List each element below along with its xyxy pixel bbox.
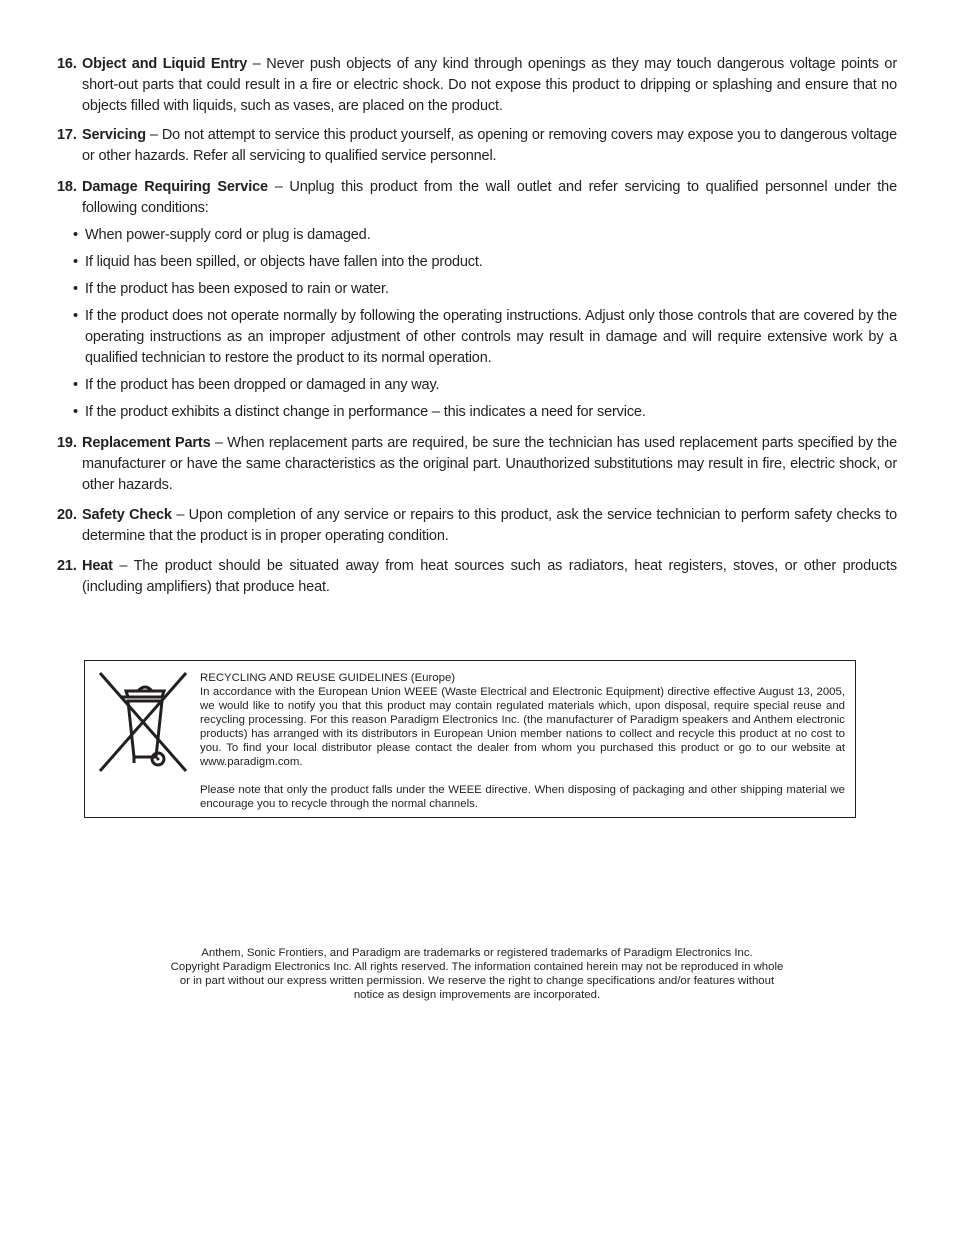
section-21 — [57, 556, 897, 598]
recycling-paragraph: Please note that only the product falls under the WEEE directive. When disposing of packaging and other shipping material we encourage you to recycle through the normal channels. — [200, 784, 845, 810]
bullet: • — [73, 404, 78, 420]
condition-item — [73, 306, 897, 368]
section-text: – Upon completion of any service or repairs to this product, ask the service technician to perform safety checks to determine that the product is in proper operating condition. — [82, 507, 897, 544]
section-16 — [57, 54, 897, 116]
trademark-footer — [110, 946, 844, 1002]
footer-line: Anthem, Sonic Frontiers, and Paradigm are trademarks or registered trademarks of Paradigm Electronics Inc. — [201, 947, 753, 959]
recycling-text — [200, 671, 845, 811]
recycling-guidelines-box — [84, 660, 856, 818]
condition-text: If the product has been exposed to rain or water. — [85, 281, 389, 297]
recycling-paragraph: In accordance with the European Union WEEE (Waste Electrical and Electronic Equipment) directive effective August 13, 2005, we would like to notify you that this product may contain regulated materials which, upon disposal, require special reuse and recycling processing. For this reason Paradigm Electronics Inc. (the manufacturer of Paradigm speakers and Anthem electronic products) has arranged with its distributors in European Union member nations to collect and recycle this product at no cost to you. To find your local distributor please contact the dealer from whom you purchased this product or go to our website at www.paradigm.com. — [200, 686, 845, 768]
section-20 — [57, 505, 897, 547]
section-number: 20. — [57, 507, 77, 523]
bullet: • — [73, 227, 78, 243]
section-number: 18. — [57, 179, 77, 195]
section-heading: Replacement Parts — [82, 435, 211, 451]
bullet: • — [73, 254, 78, 270]
condition-item — [73, 402, 897, 423]
section-number: 17. — [57, 127, 77, 143]
section-heading: Servicing — [82, 127, 146, 143]
section-number: 21. — [57, 558, 77, 574]
footer-line: Copyright Paradigm Electronics Inc. All rights reserved. The information contained herein may not be reproduced in whole — [170, 961, 784, 973]
section-text: – Unplug this product from the wall outlet and refer servicing to qualified personnel under the following conditions: — [82, 179, 897, 216]
footer-line: or in part without our express written permission. We reserve the right to change specifications and/or features without — [179, 975, 775, 987]
section-heading: Object and Liquid Entry — [82, 56, 248, 72]
section-heading: Damage Requiring Service — [82, 179, 268, 195]
condition-item — [73, 375, 897, 396]
condition-text: If the product has been dropped or damaged in any way. — [85, 377, 440, 393]
section-18 — [57, 177, 897, 219]
bullet: • — [73, 308, 78, 324]
bullet: • — [73, 377, 78, 393]
recycling-title: RECYCLING AND REUSE GUIDELINES (Europe) — [200, 672, 456, 684]
condition-item — [73, 252, 897, 273]
condition-text: If the product exhibits a distinct change in performance – this indicates a need for service. — [85, 404, 646, 420]
section-19 — [57, 433, 897, 495]
condition-text: If the product does not operate normally by following the operating instructions. Adjust only those controls that are covered by the operating instructions as an improper adjustment of other controls may result in damage and will require extensive work by a qualified technician to restore the product to its normal operation. — [85, 308, 897, 366]
condition-item — [73, 279, 897, 300]
section-text: – When replacement parts are required, be sure the technician has used replacement parts specified by the manufacturer or have the same characteristics as the original part. Unauthorized substitutions may result in fire, electric shock, or other hazards. — [82, 435, 898, 493]
section-17 — [57, 125, 897, 167]
footer-line: notice as design improvements are incorporated. — [353, 989, 601, 1001]
condition-item — [73, 225, 897, 246]
section-heading: Heat — [82, 558, 113, 574]
section-number: 16. — [57, 56, 77, 72]
crossed-out-wheelie-bin-icon — [96, 671, 190, 775]
section-number: 19. — [57, 435, 77, 451]
condition-text: If liquid has been spilled, or objects have fallen into the product. — [85, 254, 483, 270]
section-heading: Safety Check — [82, 507, 172, 523]
section-text: – Never push objects of any kind through openings as they may touch dangerous voltage points or short-out parts that could result in a fire or electric shock. Do not expose this product to dripping or splashing and ensure that no objects filled with liquids, such as vases, are placed on the product. — [82, 56, 898, 114]
section-text: – The product should be situated away from heat sources such as radiators, heat registers, stoves, or other products (including amplifiers) that produce heat. — [82, 558, 897, 595]
section-text: – Do not attempt to service this product yourself, as opening or removing covers may expose you to dangerous voltage or other hazards. Refer all servicing to qualified service personnel. — [82, 127, 897, 164]
condition-text: When power-supply cord or plug is damaged. — [85, 227, 371, 243]
bullet: • — [73, 281, 78, 297]
